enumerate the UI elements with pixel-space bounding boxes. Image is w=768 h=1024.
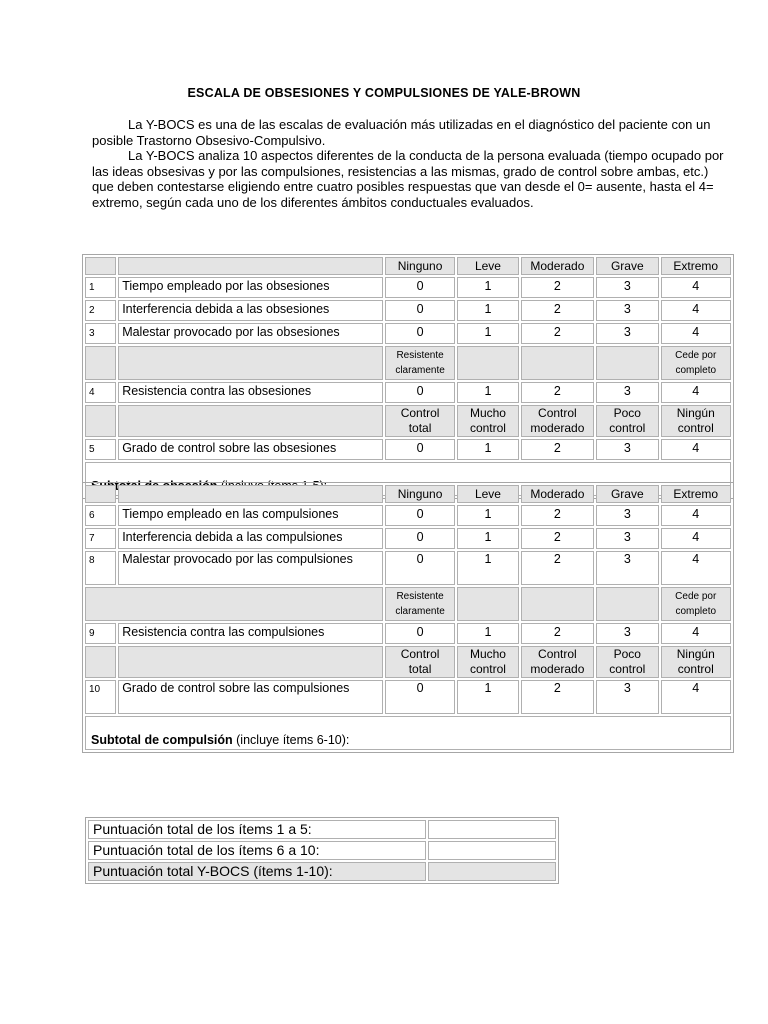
anchor-row	[85, 587, 731, 621]
table-row	[85, 505, 731, 526]
subtotal-row	[85, 716, 731, 750]
page-title: ESCALA DE OBSESIONES Y COMPULSIONES DE YALE-BROWN	[187, 86, 581, 100]
anchor-cede: Cede por completo	[661, 346, 732, 380]
score-2[interactable]: 2	[521, 505, 594, 526]
score-3[interactable]: 3	[596, 382, 658, 403]
blank-cell	[118, 346, 383, 380]
score-2[interactable]: 2	[521, 277, 594, 298]
item-number: 8	[85, 551, 116, 585]
score-2[interactable]: 2	[521, 382, 594, 403]
anchor-row	[85, 646, 731, 678]
score-3[interactable]: 3	[596, 300, 658, 321]
total-value-field[interactable]	[428, 820, 556, 839]
score-2[interactable]: 2	[521, 680, 594, 714]
score-2[interactable]: 2	[521, 528, 594, 549]
score-1[interactable]: 1	[457, 439, 518, 460]
obsessions-table	[82, 254, 734, 499]
score-4[interactable]: 4	[661, 277, 732, 298]
intro-text	[92, 117, 732, 210]
item-text: Interferencia debida a las compulsiones	[118, 528, 383, 549]
item-number: 6	[85, 505, 116, 526]
score-3[interactable]: 3	[596, 528, 658, 549]
header-blank-cell	[85, 257, 116, 275]
anchor-cede: Cede por completo	[661, 587, 732, 621]
score-2[interactable]: 2	[521, 551, 594, 585]
score-3[interactable]: 3	[596, 680, 658, 714]
score-0[interactable]: 0	[385, 528, 455, 549]
score-4[interactable]: 4	[661, 505, 732, 526]
item-text: Tiempo empleado por las obsesiones	[118, 277, 383, 298]
score-3[interactable]: 3	[596, 323, 658, 344]
compulsions-table	[82, 482, 734, 753]
header-grave: Grave	[596, 485, 658, 503]
item-number: 3	[85, 323, 116, 344]
item-text: Tiempo empleado en las compulsiones	[118, 505, 383, 526]
table-row	[85, 382, 731, 403]
totals-table	[85, 817, 559, 884]
header-ninguno: Ninguno	[385, 257, 455, 275]
item-number: 5	[85, 439, 116, 460]
blank-cell	[85, 587, 383, 621]
intro-paragraph: La Y-BOCS es una de las escalas de evaluación más utilizadas en el diagnóstico del paciente con un posible Trastorno Obsesivo-Compulsivo.	[92, 117, 711, 148]
anchor-control-total: Control total	[385, 646, 455, 678]
blank-cell	[596, 346, 658, 380]
anchor-control-total: Control total	[385, 405, 455, 437]
item-number: 4	[85, 382, 116, 403]
score-2[interactable]: 2	[521, 623, 594, 644]
score-1[interactable]: 1	[457, 300, 518, 321]
item-number: 1	[85, 277, 116, 298]
anchor-row	[85, 405, 731, 437]
table-row	[85, 528, 731, 549]
score-0[interactable]: 0	[385, 439, 455, 460]
score-3[interactable]: 3	[596, 623, 658, 644]
score-4[interactable]: 4	[661, 623, 732, 644]
score-1[interactable]: 1	[457, 623, 518, 644]
score-1[interactable]: 1	[457, 505, 518, 526]
header-moderado: Moderado	[521, 257, 594, 275]
item-text: Resistencia contra las obsesiones	[118, 382, 383, 403]
anchor-mucho-control: Mucho control	[457, 405, 518, 437]
score-2[interactable]: 2	[521, 300, 594, 321]
total-row	[88, 820, 556, 839]
score-4[interactable]: 4	[661, 680, 732, 714]
table-row	[85, 277, 731, 298]
score-4[interactable]: 4	[661, 528, 732, 549]
score-1[interactable]: 1	[457, 680, 518, 714]
blank-cell	[457, 346, 518, 380]
anchor-control-moderado: Control moderado	[521, 405, 594, 437]
table-row	[85, 323, 731, 344]
blank-cell	[521, 346, 594, 380]
anchor-ningun-control: Ningún control	[661, 405, 732, 437]
score-0[interactable]: 0	[385, 323, 455, 344]
header-extremo: Extremo	[661, 485, 732, 503]
table-row	[85, 623, 731, 644]
blank-cell	[85, 646, 116, 678]
item-number: 2	[85, 300, 116, 321]
anchor-resistente: Resistente claramente	[385, 587, 455, 621]
subtotal-compulsion[interactable]	[85, 716, 731, 750]
total-label: Puntuación total Y-BOCS (ítems 1-10):	[88, 862, 426, 881]
header-extremo: Extremo	[661, 257, 732, 275]
blank-cell	[118, 405, 383, 437]
score-3[interactable]: 3	[596, 277, 658, 298]
score-4[interactable]: 4	[661, 551, 732, 585]
score-3[interactable]: 3	[596, 439, 658, 460]
header-blank-cell	[85, 485, 116, 503]
score-0[interactable]: 0	[385, 277, 455, 298]
score-1[interactable]: 1	[457, 382, 518, 403]
item-text: Malestar provocado por las obsesiones	[118, 323, 383, 344]
blank-cell	[596, 587, 658, 621]
score-0[interactable]: 0	[385, 623, 455, 644]
anchor-ningun-control: Ningún control	[661, 646, 732, 678]
subtotal-label: Subtotal de compulsión	[91, 733, 233, 747]
score-4[interactable]: 4	[661, 439, 732, 460]
anchor-poco-control: Poco control	[596, 405, 658, 437]
score-4[interactable]: 4	[661, 323, 732, 344]
header-leve: Leve	[457, 257, 518, 275]
item-number: 10	[85, 680, 116, 714]
score-1[interactable]: 1	[457, 551, 518, 585]
blank-cell	[457, 587, 518, 621]
score-4[interactable]: 4	[661, 300, 732, 321]
header-blank-cell	[118, 485, 383, 503]
score-1[interactable]: 1	[457, 528, 518, 549]
item-text: Grado de control sobre las obsesiones	[118, 439, 383, 460]
header-blank-cell	[118, 257, 383, 275]
blank-cell	[85, 346, 116, 380]
anchor-control-moderado: Control moderado	[521, 646, 594, 678]
total-label: Puntuación total de los ítems 1 a 5:	[88, 820, 426, 839]
score-2[interactable]: 2	[521, 323, 594, 344]
blank-cell	[118, 646, 383, 678]
item-text: Interferencia debida a las obsesiones	[118, 300, 383, 321]
anchor-row	[85, 346, 731, 380]
score-3[interactable]: 3	[596, 505, 658, 526]
total-row	[88, 862, 556, 881]
item-text: Malestar provocado por las compulsiones	[118, 551, 383, 585]
score-4[interactable]: 4	[661, 382, 732, 403]
header-leve: Leve	[457, 485, 518, 503]
score-1[interactable]: 1	[457, 277, 518, 298]
score-0[interactable]: 0	[385, 551, 455, 585]
table-row	[85, 551, 731, 585]
blank-cell	[85, 405, 116, 437]
header-grave: Grave	[596, 257, 658, 275]
anchor-poco-control: Poco control	[596, 646, 658, 678]
score-0[interactable]: 0	[385, 680, 455, 714]
item-number: 7	[85, 528, 116, 549]
blank-cell	[521, 587, 594, 621]
item-text: Resistencia contra las compulsiones	[118, 623, 383, 644]
subtotal-note: (incluye ítems 6-10):	[232, 733, 350, 747]
table-row	[85, 439, 731, 460]
score-3[interactable]: 3	[596, 551, 658, 585]
total-value-field[interactable]	[428, 841, 556, 860]
table-row	[85, 300, 731, 321]
table-row	[85, 680, 731, 714]
item-number: 9	[85, 623, 116, 644]
score-1[interactable]: 1	[457, 323, 518, 344]
score-0[interactable]: 0	[385, 300, 455, 321]
total-row	[88, 841, 556, 860]
score-0[interactable]: 0	[385, 505, 455, 526]
score-0[interactable]: 0	[385, 382, 455, 403]
anchor-resistente: Resistente claramente	[385, 346, 455, 380]
score-2[interactable]: 2	[521, 439, 594, 460]
intro-paragraph: La Y-BOCS analiza 10 aspectos diferentes de la conducta de la persona evaluada (tiempo ocupado por las ideas obsesivas y por las compulsiones, resistencias a las mismas, grado de control sobre ambas, etc.) que deben contestarse eligiendo entre cuatro posibles respuestas que van desde el 0= ausente, hasta el 4= extremo, según cada uno de los diferentes ámbitos conductuales evaluados.	[92, 148, 724, 210]
total-label: Puntuación total de los ítems 6 a 10:	[88, 841, 426, 860]
item-text: Grado de control sobre las compulsiones	[118, 680, 383, 714]
anchor-mucho-control: Mucho control	[457, 646, 518, 678]
header-ninguno: Ninguno	[385, 485, 455, 503]
total-value-field[interactable]	[428, 862, 556, 881]
header-moderado: Moderado	[521, 485, 594, 503]
